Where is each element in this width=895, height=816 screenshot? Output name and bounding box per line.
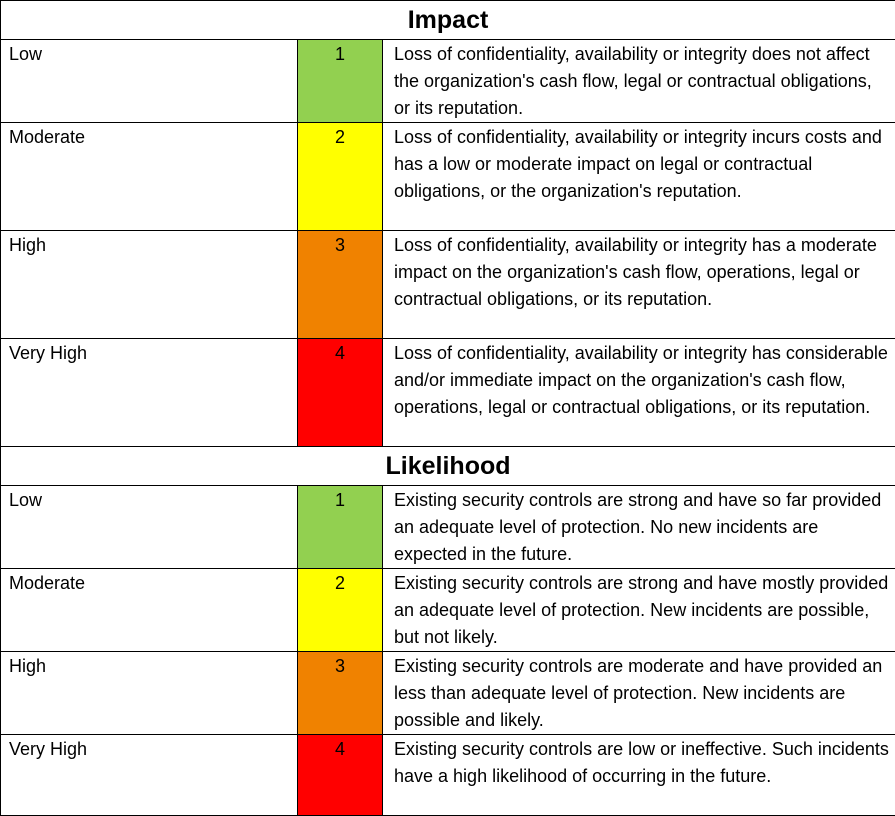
impact-row-high (1, 231, 895, 339)
likelihood-score-cell: 1 (298, 486, 383, 569)
likelihood-header-row (1, 447, 895, 486)
likelihood-row-moderate (1, 569, 895, 652)
impact-header-row (1, 1, 895, 40)
impact-description: Loss of confidentiality, availability or integrity does not affect the organization's cash flow, legal or contractual obligations, or its reputation. (383, 40, 895, 123)
impact-score-cell: 2 (298, 123, 383, 231)
impact-level-label: Low (1, 40, 298, 123)
impact-description: Loss of confidentiality, availability or integrity has a moderate impact on the organization's cash flow, operations, legal or contractual obligations, or its reputation. (383, 231, 895, 339)
likelihood-row-very-high (1, 735, 895, 816)
likelihood-score-cell: 3 (298, 652, 383, 735)
likelihood-level-label: High (1, 652, 298, 735)
likelihood-score-cell: 2 (298, 569, 383, 652)
impact-row-low (1, 40, 895, 123)
impact-row-moderate (1, 123, 895, 231)
likelihood-description: Existing security controls are strong and have so far provided an adequate level of protection. No new incidents are expected in the future. (383, 486, 895, 569)
impact-score-cell: 4 (298, 339, 383, 447)
likelihood-description: Existing security controls are strong and have mostly provided an adequate level of protection. New incidents are possible, but not likely. (383, 569, 895, 652)
impact-score-cell: 1 (298, 40, 383, 123)
likelihood-row-low (1, 486, 895, 569)
impact-description: Loss of confidentiality, availability or integrity incurs costs and has a low or moderate impact on legal or contractual obligations, or the organization's reputation. (383, 123, 895, 231)
impact-level-label: Very High (1, 339, 298, 447)
likelihood-description: Existing security controls are moderate and have provided an less than adequate level of protection. New incidents are possible and likely. (383, 652, 895, 735)
likelihood-score-cell: 4 (298, 735, 383, 816)
likelihood-level-label: Very High (1, 735, 298, 816)
impact-score-cell: 3 (298, 231, 383, 339)
likelihood-description: Existing security controls are low or ineffective. Such incidents have a high likelihood of occurring in the future. (383, 735, 895, 816)
likelihood-row-high (1, 652, 895, 735)
impact-section-title: Impact (1, 1, 895, 40)
likelihood-level-label: Moderate (1, 569, 298, 652)
impact-level-label: Moderate (1, 123, 298, 231)
impact-description: Loss of confidentiality, availability or integrity has considerable and/or immediate impact on the organization's cash flow, operations, legal or contractual obligations, or its reputation. (383, 339, 895, 447)
impact-level-label: High (1, 231, 298, 339)
likelihood-level-label: Low (1, 486, 298, 569)
impact-row-very-high (1, 339, 895, 447)
likelihood-section-title: Likelihood (1, 447, 895, 486)
